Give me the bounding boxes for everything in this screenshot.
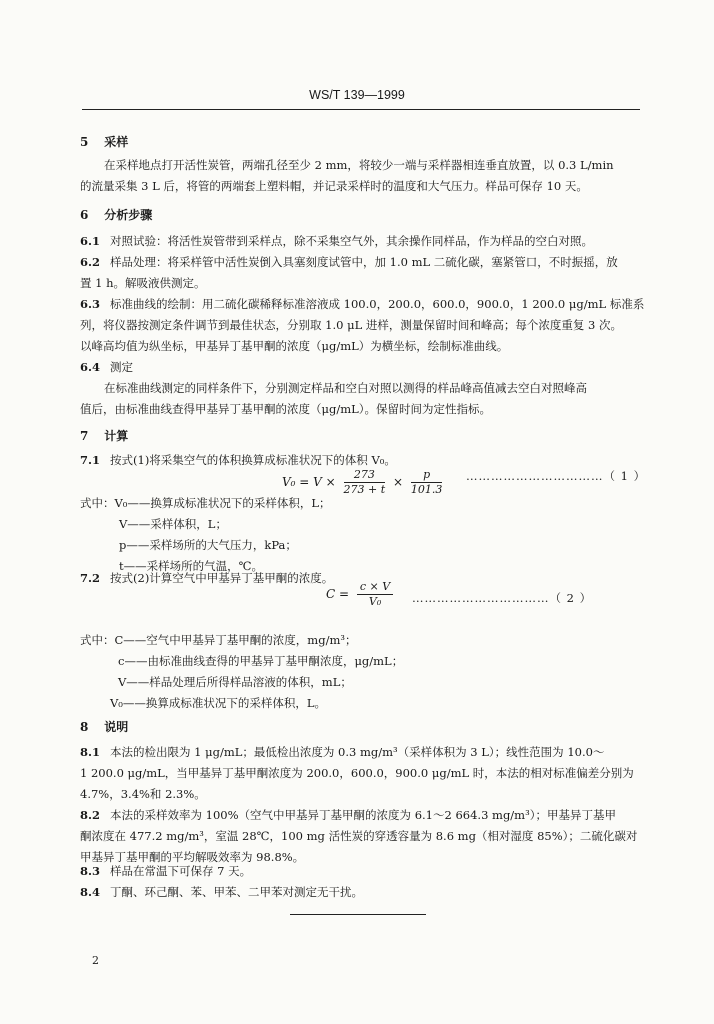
- clause-text: 样品在常温下可保存 7 天。: [110, 864, 252, 878]
- denominator: 273 + t: [343, 483, 386, 496]
- definition-v0: 式中：V₀——换算成标准状况下的采样体积，L；: [80, 496, 331, 510]
- clause-text: 对照试验：将活性炭管带到采样点，除不采集空气外，其余操作同样品，作为样品的空白对照。: [110, 234, 594, 248]
- numerator: p: [411, 468, 443, 483]
- fraction-temperature: [344, 468, 386, 497]
- clause-6-4-line-2: 值后，由标准曲线查得甲基异丁基甲酮的浓度（μg/mL）。保留时间为定性指标。: [80, 402, 491, 416]
- section-7-heading: [80, 427, 128, 444]
- equation-1-lhs: V₀ = V ×: [282, 475, 336, 489]
- clause-8-2-line-3: 甲基异丁基甲酮的平均解吸效率为 98.8%。: [80, 850, 305, 864]
- section-number: 7: [80, 429, 89, 443]
- clause-8-1-line-3: 4.7%，3.4%和 2.3%。: [80, 787, 206, 801]
- clause-6-2: [80, 252, 640, 273]
- definition-p: p——采样场所的大气压力，kPa；: [119, 538, 297, 552]
- clause-number: 7.2: [80, 571, 101, 585]
- clause-number: 6.1: [80, 234, 101, 248]
- paragraph-5-line-2: 的流量采集 3 L 后，将管的两端套上塑料帽，并记录采样时的温度和大气压力。样品可保存 10 天。: [80, 179, 588, 193]
- clause-number: 8.1: [80, 745, 101, 759]
- clause-6-3-line-2: 列，将仪器按测定条件调节到最佳状态，分别取 1.0 μL 进样，测量保留时间和峰高；每个浓度重复 3 次。: [80, 318, 622, 332]
- clause-text: 本法的检出限为 1 μg/mL；最低检出浓度为 0.3 mg/m³（采样体积为 3 L）；线性范围为 10.0～: [110, 745, 605, 759]
- equation-2-lhs: C =: [326, 587, 350, 601]
- section-number: 8: [80, 720, 89, 734]
- header-divider: [82, 109, 640, 110]
- clause-8-4: [80, 882, 640, 903]
- equation-2: [326, 580, 397, 609]
- denominator: 101.3: [410, 483, 443, 496]
- clause-8-1: [80, 742, 640, 763]
- clause-6-4: [80, 357, 640, 378]
- clause-8-1-line-2: 1 200.0 μg/mL，当甲基异丁基甲酮浓度为 200.0，600.0，900.0 μg/mL 时，本法的相对标准偏差分别为: [80, 766, 634, 780]
- definition-c: c——由标准曲线查得的甲基异丁基甲酮浓度，μg/mL；: [118, 654, 404, 668]
- paragraph-5-line-1: 在采样地点打开活性炭管，两端孔径至少 2 mm，将较少一端与采样器相连垂直放置，以 0.3 L/min: [104, 158, 614, 172]
- clause-text: 标准曲线的绘制：用二硫化碳稀释标准溶液成 100.0，200.0，600.0，900.0，1 200.0 μg/mL 标准系: [110, 297, 645, 311]
- standard-code-header: WS/T 139—1999: [309, 88, 405, 102]
- clause-6-4-line-1: 在标准曲线测定的同样条件下，分别测定样品和空白对照以测得的样品峰高值减去空白对照峰高: [104, 381, 587, 395]
- clause-8-2-line-2: 酮浓度在 477.2 mg/m³，室温 28℃，100 mg 活性炭的穿透容量为 8.6 mg（相对湿度 85%）；二硫化碳对: [80, 829, 638, 843]
- clause-number: 8.3: [80, 864, 101, 878]
- clause-number: 7.1: [80, 453, 101, 467]
- section-number: 6: [80, 208, 89, 222]
- clause-number: 6.3: [80, 297, 101, 311]
- clause-title: 测定: [110, 360, 134, 374]
- section-title: 采样: [104, 135, 129, 149]
- end-rule: [290, 914, 426, 915]
- clause-text: 丁酮、环己酮、苯、甲苯、二甲苯对测定无干扰。: [110, 885, 364, 899]
- section-5-heading: [80, 133, 128, 150]
- fraction-concentration: [357, 580, 393, 609]
- equation-1-number: ……………………………（ 1 ）: [466, 469, 647, 483]
- definition-C: 式中：C——空气中甲基异丁基甲酮的浓度，mg/m³；: [80, 633, 357, 647]
- section-title: 分析步骤: [104, 208, 153, 222]
- numerator: 273: [344, 468, 386, 483]
- clause-8-3: [80, 861, 640, 882]
- denominator: V₀: [368, 595, 382, 608]
- fraction-pressure: [411, 468, 443, 497]
- clause-6-1: [80, 231, 640, 252]
- clause-number: 8.4: [80, 885, 101, 899]
- definition-v: V——采样体积，L；: [119, 517, 227, 531]
- clause-6-3: [80, 294, 645, 315]
- multiply-sign: ×: [393, 475, 404, 489]
- clause-6-2-line-2: 置 1 h。解吸液供测定。: [80, 276, 206, 290]
- equation-2-number: ……………………………（ 2 ）: [412, 591, 593, 605]
- numerator: c × V: [357, 580, 393, 595]
- clause-number: 6.4: [80, 360, 101, 374]
- section-6-heading: [80, 206, 152, 223]
- definition-V: V——样品处理后所得样品溶液的体积，mL；: [118, 675, 352, 689]
- clause-text: 按式(1)将采集空气的体积换算成标准状况下的体积 V₀。: [110, 453, 396, 467]
- definition-t: t——采样场所的气温，℃。: [119, 559, 263, 573]
- clause-6-3-line-3: 以峰高均值为纵坐标，甲基异丁基甲酮的浓度（μg/mL）为横坐标，绘制标准曲线。: [80, 339, 509, 353]
- clause-text: 按式(2)计算空气中甲基异丁基甲酮的浓度。: [110, 571, 334, 585]
- definition-V0: V₀——换算成标准状况下的采样体积，L。: [110, 696, 327, 710]
- section-number: 5: [80, 135, 89, 149]
- clause-number: 6.2: [80, 255, 101, 269]
- section-title: 计算: [104, 429, 129, 443]
- section-title: 说明: [104, 720, 129, 734]
- section-8-heading: [80, 718, 128, 735]
- clause-text: 样品处理：将采样管中活性炭倒入具塞刻度试管中，加 1.0 mL 二硫化碳，塞紧管口，不时振摇，放: [110, 255, 618, 269]
- page-number: 2: [92, 954, 99, 967]
- clause-8-2: [80, 805, 640, 826]
- clause-number: 8.2: [80, 808, 101, 822]
- equation-1: [282, 468, 446, 497]
- clause-text: 本法的采样效率为 100%（空气中甲基异丁基甲酮的浓度为 6.1～2 664.3 mg/m³）；甲基异丁基甲: [110, 808, 616, 822]
